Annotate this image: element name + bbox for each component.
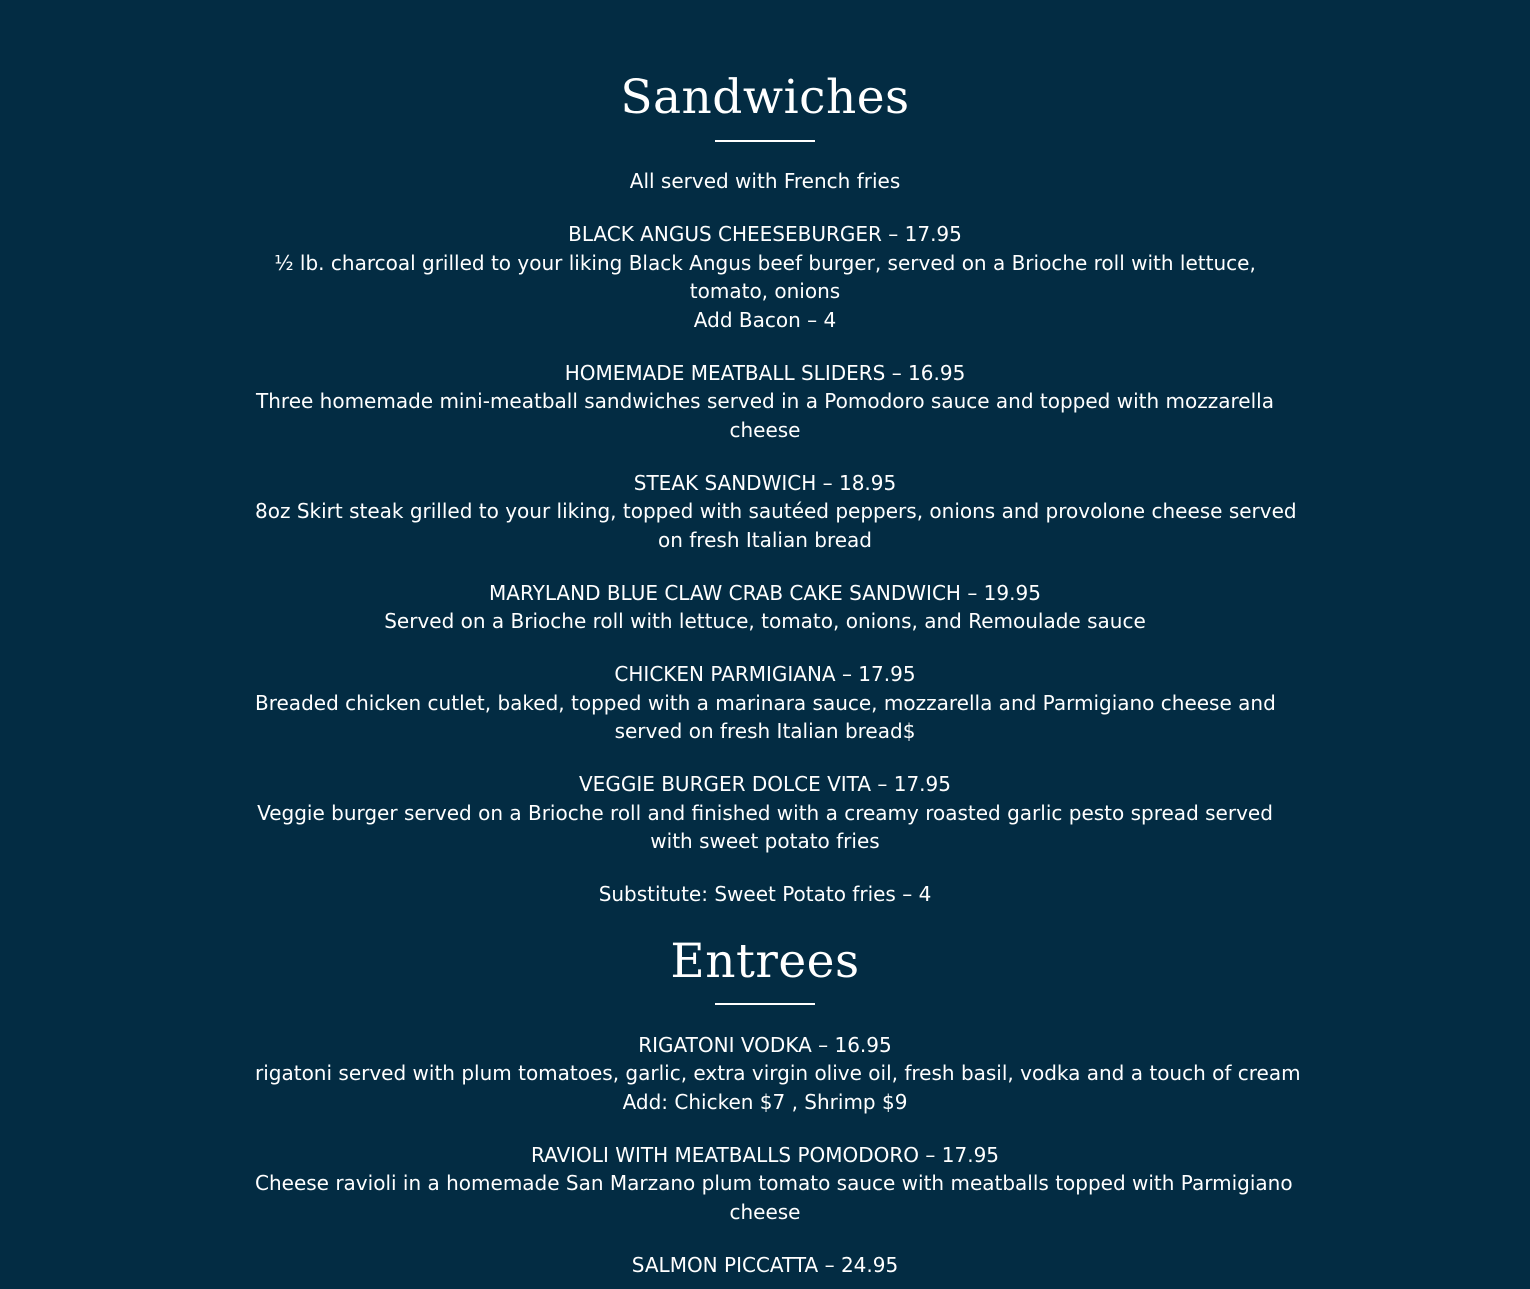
menu-item-description: on fresh Italian bread <box>658 528 872 552</box>
menu-item-description: Cheese ravioli in a homemade San Marzano plum tomato sauce with meatballs topped with Parmigiano <box>255 1171 1293 1195</box>
menu-item-description: cheese <box>729 418 801 442</box>
menu-item-name: VEGGIE BURGER DOLCE VITA – 17.95 <box>579 772 951 796</box>
menu-item-name: STEAK SANDWICH – 18.95 <box>633 471 897 495</box>
sandwiches-title: Sandwiches <box>620 70 910 125</box>
menu-item-name: SALMON PICCATTA – 24.95 <box>631 1253 899 1277</box>
menu-item-description: Three homemade mini-meatball sandwiches served in a Pomodoro sauce and topped with mozzarella <box>256 389 1274 413</box>
menu-item-name: CHICKEN PARMIGIANA – 17.95 <box>614 662 916 686</box>
menu-item-description: 8oz Skirt steak grilled to your liking, topped with sautéed peppers, onions and provolone cheese served <box>255 499 1297 523</box>
entrees-title: Entrees <box>670 934 860 989</box>
menu-item-name: RIGATONI VODKA – 16.95 <box>638 1033 892 1057</box>
menu-item-description: Served on a Brioche roll with lettuce, tomato, onions, and Remoulade sauce <box>384 609 1146 633</box>
menu-item-name: MARYLAND BLUE CLAW CRAB CAKE SANDWICH – 19.95 <box>489 581 1041 605</box>
menu-item-addon: Add: Chicken $7 , Shrimp $9 <box>622 1090 908 1114</box>
menu-item-description: Veggie burger served on a Brioche roll and finished with a creamy roasted garlic pesto spread served <box>257 801 1273 825</box>
sandwiches-note: All served with French fries <box>629 169 901 193</box>
sandwiches-divider <box>715 140 815 142</box>
entrees-divider <box>715 1003 815 1005</box>
sandwiches-substitute-note: Substitute: Sweet Potato fries – 4 <box>598 882 932 906</box>
menu-item-description: ½ lb. charcoal grilled to your liking Black Angus beef burger, served on a Brioche roll with lettuce, <box>274 251 1256 275</box>
menu-item-name: HOMEMADE MEATBALL SLIDERS – 16.95 <box>564 361 966 385</box>
menu-item-name: RAVIOLI WITH MEATBALLS POMODORO – 17.95 <box>530 1143 1000 1167</box>
menu-item-addon: Add Bacon – 4 <box>693 308 837 332</box>
menu-item-description: Breaded chicken cutlet, baked, topped with a marinara sauce, mozzarella and Parmigiano cheese and <box>255 691 1276 715</box>
menu-item-description: rigatoni served with plum tomatoes, garlic, extra virgin olive oil, fresh basil, vodka and a touch of cream <box>255 1061 1301 1085</box>
menu-item-name: BLACK ANGUS CHEESEBURGER – 17.95 <box>568 222 962 246</box>
menu-item-description: served on fresh Italian bread$ <box>614 719 916 743</box>
menu-item-description: tomato, onions <box>689 279 841 303</box>
menu-item-description: cheese <box>729 1200 801 1224</box>
menu-item-description: with sweet potato fries <box>650 829 880 853</box>
